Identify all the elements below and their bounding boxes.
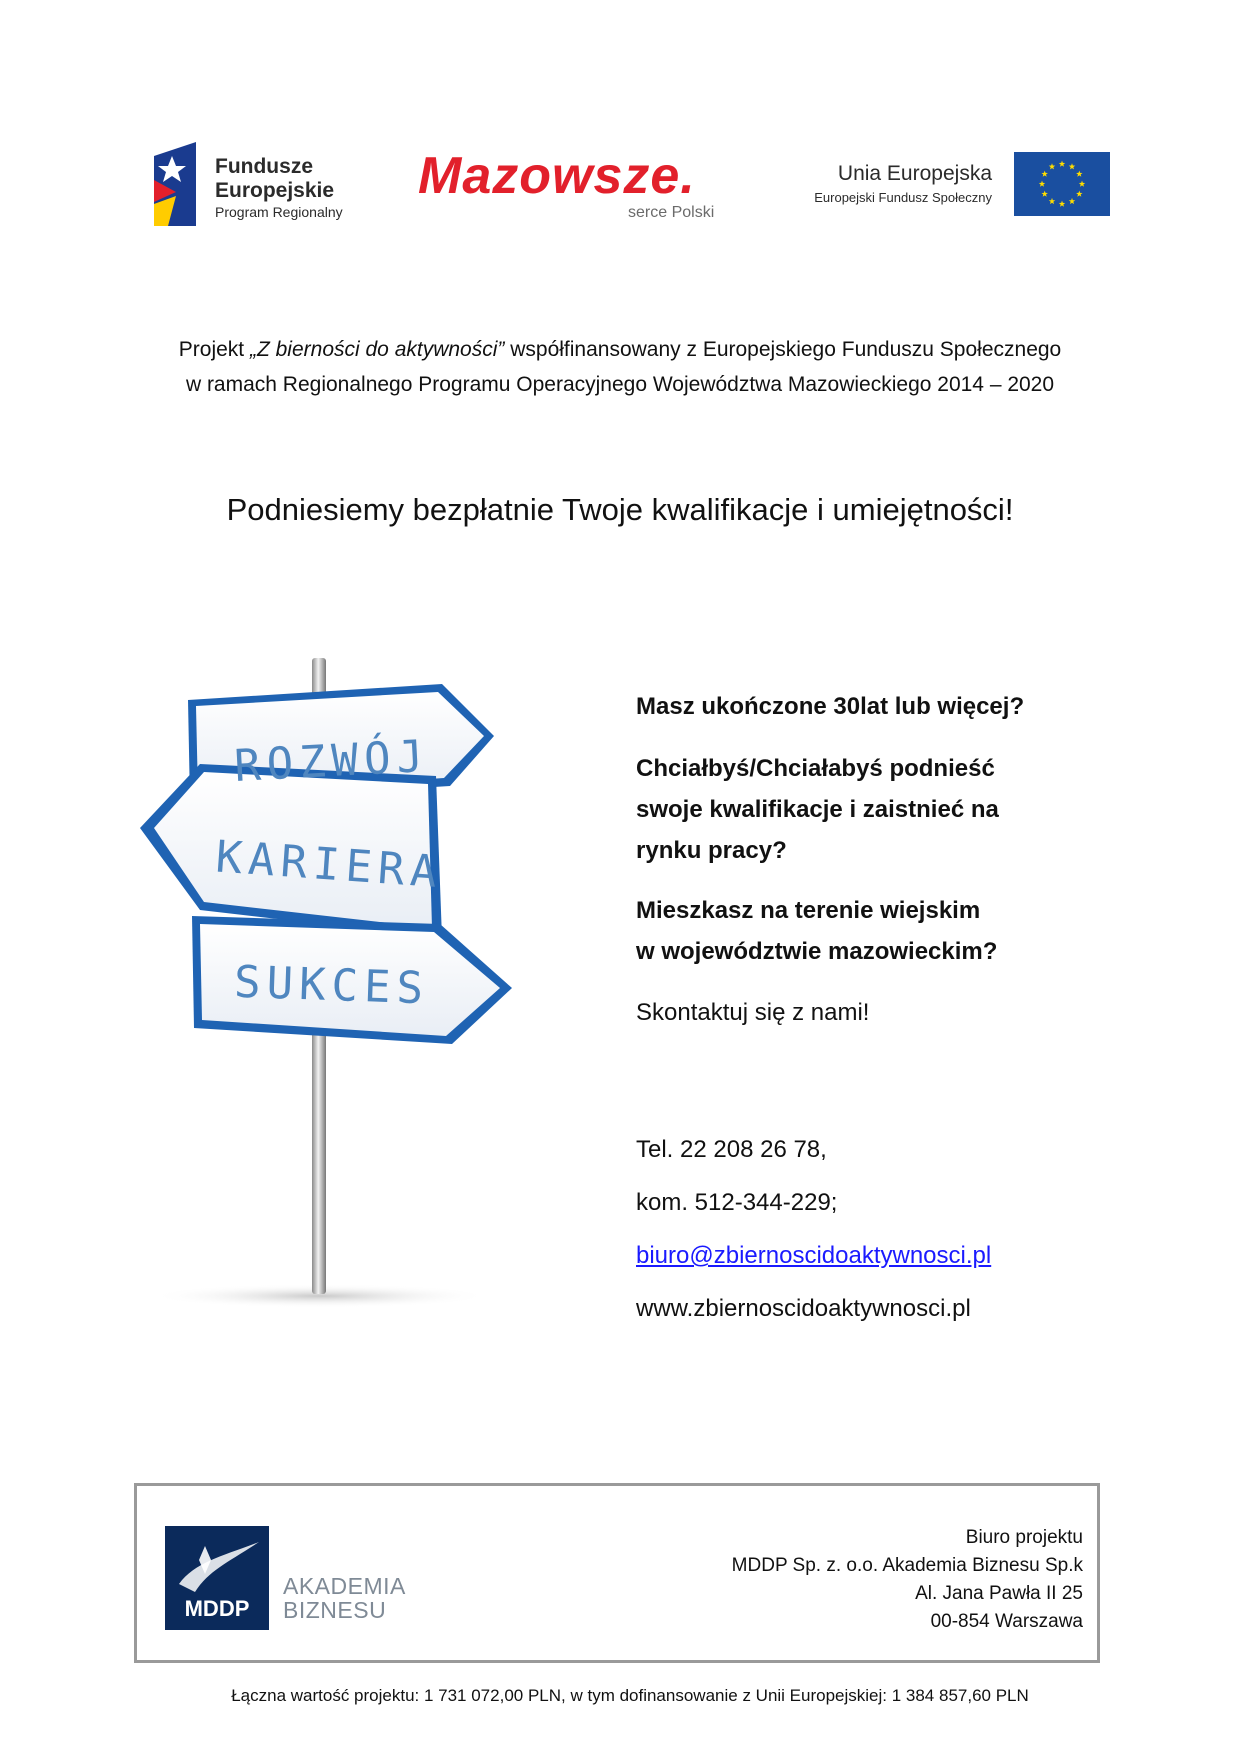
mddp-logo-icon	[165, 1526, 269, 1630]
sign-sukces: SUKCES	[233, 956, 430, 1015]
unia-europejska-logo	[790, 152, 1110, 218]
mazowsze-logo	[418, 147, 736, 232]
question-residence-line2: w województwie mazowieckim?	[636, 938, 998, 965]
fundusze-line2: Europejskie	[215, 179, 335, 202]
call-to-action: Skontaktuj się z nami!	[636, 999, 870, 1026]
office-address	[732, 1524, 1083, 1636]
mazowsze-tagline: serce Polski	[628, 204, 715, 221]
mazowsze-wordmark: Mazowsze.	[418, 147, 696, 205]
page-headline: Podniesiemy bezpłatnie Twoje kwalifikacje i umiejętności!	[226, 492, 1014, 527]
question-residence-line1: Mieszkasz na terenie wiejskim	[636, 897, 981, 924]
intro-prefix: Projekt	[178, 338, 250, 361]
question-age: Masz ukończone 30lat lub więcej?	[636, 693, 1025, 720]
question-residence	[636, 890, 1106, 972]
fundusze-line1: Fundusze	[215, 155, 313, 178]
contact-mobile: kom. 512-344-229;	[636, 1189, 838, 1216]
fundusze-europejskie-emblem-icon	[154, 142, 206, 226]
unia-line2: Europejski Fundusz Społeczny	[814, 190, 992, 205]
akademia-biznesu-text	[283, 1574, 406, 1622]
akademia-line: AKADEMIA	[283, 1573, 406, 1599]
contact-website: www.zbiernoscidoaktywnosci.pl	[636, 1295, 971, 1322]
contact-phone: Tel. 22 208 26 78,	[636, 1136, 827, 1163]
question-qualifications-line3: rynku pracy?	[636, 837, 787, 864]
office-line3: Al. Jana Pawła II 25	[915, 1583, 1083, 1604]
footer-office-box	[134, 1483, 1100, 1663]
office-line1: Biuro projektu	[965, 1527, 1083, 1548]
project-intro-line2: w ramach Regionalnego Programu Operacyjnego Województwa Mazowieckiego 2014 – 2020	[185, 373, 1055, 396]
project-value-note: Łączna wartość projektu: 1 731 072,00 PLN, w tym dofinansowanie z Unii Europejskiej: 1 384 857,60 PLN	[231, 1686, 1029, 1705]
project-intro-line1	[100, 338, 1140, 362]
question-qualifications-line2: swoje kwalifikacje i zaistnieć na	[636, 796, 999, 823]
biznesu-line: BIZNESU	[283, 1597, 387, 1623]
signpost-illustration	[140, 648, 520, 1308]
sign-kariera: KARIERA	[214, 831, 445, 899]
contact-email-link[interactable]: biuro@zbiernoscidoaktywnosci.pl	[636, 1242, 992, 1269]
sign-rozwoj: ROZWÓJ	[232, 730, 431, 792]
eu-flag-icon	[1014, 152, 1110, 216]
fundusze-line3: Program Regionalny	[215, 204, 343, 220]
office-line2: MDDP Sp. z. o.o. Akademia Biznesu Sp.k	[731, 1555, 1083, 1576]
signpost-icon	[140, 648, 520, 1308]
office-line4: 00-854 Warszawa	[930, 1611, 1083, 1632]
mddp-badge-text: MDDP	[184, 1596, 250, 1621]
question-qualifications-line1: Chciałbyś/Chciałabyś podnieść	[636, 755, 995, 782]
unia-line1: Unia Europejska	[837, 162, 992, 185]
project-title: „Z bierności do aktywności”	[249, 338, 505, 361]
fundusze-europejskie-logo	[154, 142, 374, 228]
question-qualifications	[636, 748, 1106, 871]
intro-suffix: współfinansowany z Europejskiego Funduszu Społecznego	[504, 338, 1062, 361]
